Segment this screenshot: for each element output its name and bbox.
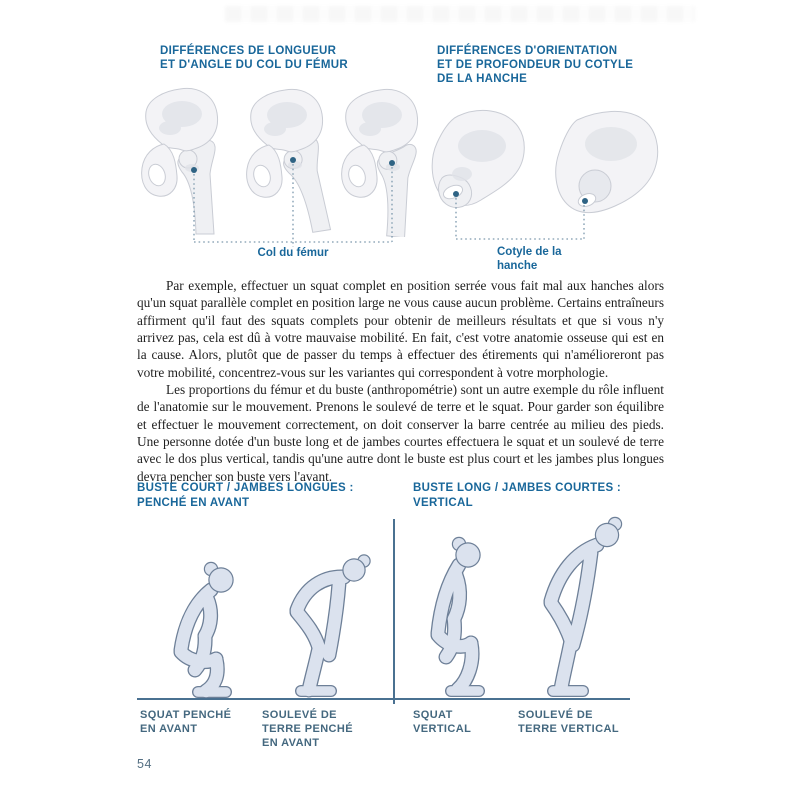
- body-paragraph-1: Par exemple, effectuer un squat complet en position serrée vous fait mal aux hanches alors qu'un squat parallèle complet en position large ne vous cause aucun problème. Certains entraîneurs affirment qu'il faut des squats complets pour obtenir de meilleurs résultats et que si vous n'y arrivez pas, cela est dû à votre mauvaise mobilité. En fait, c'est votre anatomie osseuse qui est en la cause. Alors, plutôt que de passer du temps à effectuer des étirements qui n'amélioreront pas votre mobilité, concentrez-vous sur les variantes qui correspondent à votre morphologie.: [137, 278, 664, 380]
- caption-line: TERRE VERTICAL: [518, 723, 619, 735]
- section-title-long-torso: [413, 481, 621, 510]
- hip-bone-illustration-1: [130, 86, 230, 236]
- caption-line: EN AVANT: [262, 737, 320, 749]
- pelvis-illustration-1: [428, 108, 528, 228]
- hip-bone-illustration-3: [330, 87, 430, 237]
- caption-line: VERTICAL: [413, 723, 472, 735]
- silhouette-squat-vertical: [405, 533, 500, 698]
- pelvis-illustration-2: [545, 108, 665, 233]
- hip-bone-illustration-2: [235, 87, 335, 237]
- figure-title-femur-neck: [160, 44, 348, 72]
- callout-label-femur-neck: Col du fémur: [257, 247, 329, 259]
- silhouette-deadlift-forward-lean: [253, 538, 383, 698]
- caption-line: EN AVANT: [140, 723, 198, 735]
- section-title-line: VERTICAL: [413, 496, 473, 509]
- section-title-line: BUSTE LONG / JAMBES COURTES :: [413, 482, 622, 494]
- caption-deadlift-vertical: [518, 708, 619, 736]
- body-text-block: [137, 277, 664, 485]
- figure-title-line: ET D'ANGLE DU COL DU FÉMUR: [160, 59, 348, 71]
- caption-line: SOULEVÉ DE: [262, 709, 337, 721]
- section-divider-line: [393, 519, 395, 704]
- body-paragraph-2: Les proportions du fémur et du buste (anthropométrie) sont un autre exemple du rôle influent de l'anatomie sur le mouvement. Prenons le soulevé de terre et le squat. Pour garder son équilibre et effectuer le mouvement correctement, on doit conserver la barre centrée au milieu des pieds. Une personne dotée d'un buste long et de jambes courtes effectuera le squat et un soulevé de terre avec le dos plus vertical, tandis qu'une autre dont le buste est plus court et les jambes plus longues devra pencher son buste vers l'avant.: [137, 382, 664, 484]
- caption-squat-vertical: [413, 708, 471, 736]
- page-top-scan-artifact: [225, 6, 695, 22]
- section-title-line: BUSTE COURT / JAMBES LONGUES :: [137, 482, 354, 494]
- caption-squat-forward: [140, 708, 231, 736]
- silhouette-deadlift-vertical: [505, 513, 635, 698]
- callout-label-line: Cotyle de la: [497, 246, 562, 258]
- section-title-line: PENCHÉ EN AVANT: [137, 496, 250, 509]
- callout-label-acetabulum: [497, 246, 562, 273]
- caption-line: TERRE PENCHÉ: [262, 723, 353, 735]
- figure-title-line: DIFFÉRENCES D'ORIENTATION: [437, 45, 618, 57]
- caption-line: SOULEVÉ DE: [518, 709, 593, 721]
- ground-baseline: [137, 698, 630, 700]
- section-title-short-torso: [137, 481, 354, 510]
- figure-title-acetabulum: [437, 44, 633, 86]
- caption-deadlift-forward: [262, 708, 353, 750]
- silhouette-squat-forward-lean: [150, 558, 255, 700]
- figure-title-line: ET DE PROFONDEUR DU COTYLE: [437, 59, 634, 71]
- page-number: 54: [137, 757, 152, 771]
- callout-label-line: hanche: [497, 259, 538, 272]
- figure-title-line: DE LA HANCHE: [437, 73, 528, 85]
- caption-line: SQUAT: [413, 709, 453, 721]
- figure-title-line: DIFFÉRENCES DE LONGUEUR: [160, 45, 337, 57]
- caption-line: SQUAT PENCHÉ: [140, 709, 232, 721]
